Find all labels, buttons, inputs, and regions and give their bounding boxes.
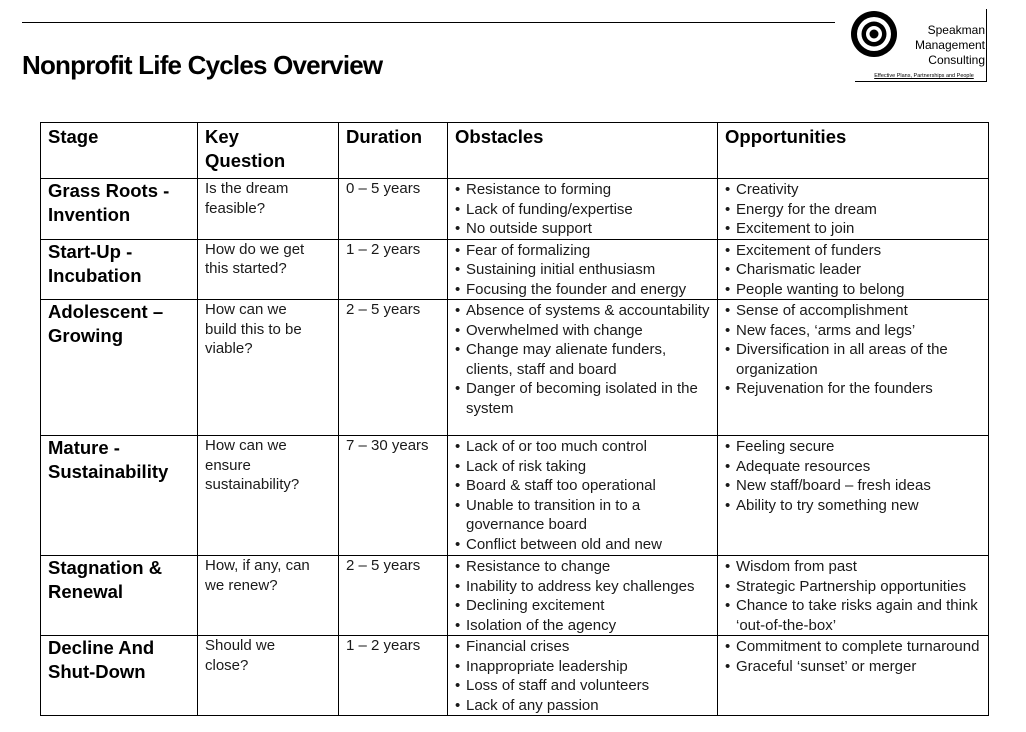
obstacle-item: • Lack of any passion <box>455 696 713 716</box>
stage-name-line: Incubation <box>48 264 142 286</box>
obstacles-cell <box>448 179 718 240</box>
stage-cell <box>41 239 198 300</box>
key-question-cell <box>198 556 339 636</box>
opportunitie-item: • Graceful ‘sunset’ or merger <box>725 657 984 677</box>
opportunitie-item: • Strategic Partnership opportunities <box>725 577 984 597</box>
stage-name-line: Sustainability <box>48 461 169 482</box>
opportunitie-item: • Excitement of funders <box>725 241 984 261</box>
duration-cell: 2 – 5 years <box>339 300 448 436</box>
obstacle-item: • Overwhelmed with change <box>455 321 713 341</box>
opportunitie-item: • New staff/board – fresh ideas <box>725 476 984 496</box>
logo-name-line: Management <box>914 38 985 52</box>
opportunitie-item: • Charismatic leader <box>725 260 984 280</box>
obstacle-item: • Focusing the founder and energy <box>455 280 713 300</box>
opportunities-cell <box>718 436 989 556</box>
obstacle-item: • Resistance to forming <box>455 180 713 200</box>
top-divider <box>22 22 835 23</box>
stage-name-line: Grass Roots - <box>48 180 170 201</box>
obstacles-cell <box>448 556 718 636</box>
key-question-cell <box>198 239 339 300</box>
obstacle-item: • Board & staff too operational <box>455 476 713 496</box>
obstacle-item: • Lack of or too much control <box>455 437 713 457</box>
obstacle-item: • Loss of staff and volunteers <box>455 676 713 696</box>
duration-cell: 1 – 2 years <box>339 239 448 300</box>
opportunitie-item: • Diversification in all areas of the organization <box>725 340 984 379</box>
stage-name-line: Invention <box>48 204 131 225</box>
obstacles-list <box>455 179 713 239</box>
key-question-cell <box>198 436 339 556</box>
stage-name-line: Growing <box>48 325 124 346</box>
opportunitie-item: • Creativity <box>725 180 984 200</box>
stage-name-line: Mature - <box>48 437 120 458</box>
key-question-line: build this to be <box>205 320 302 338</box>
key-question-line: How, if any, can <box>205 557 310 574</box>
key-question-line: Is the dream <box>205 180 289 197</box>
key-question-line: ensure <box>205 456 251 474</box>
key-question-line: How can we <box>205 301 287 318</box>
obstacles-cell <box>448 300 718 436</box>
opportunitie-item: • New faces, ‘arms and legs’ <box>725 321 984 341</box>
header-stage: Stage <box>41 123 198 179</box>
opportunities-cell <box>718 179 989 240</box>
obstacle-item: • Fear of formalizing <box>455 241 713 261</box>
logo-name-line: Speakman <box>927 23 985 37</box>
obstacle-item: • Lack of funding/expertise <box>455 200 713 220</box>
header-opportunities: Opportunities <box>718 123 989 179</box>
opportunities-list <box>725 556 984 635</box>
obstacles-cell <box>448 636 718 716</box>
obstacle-item: • Inability to address key challenges <box>455 577 713 597</box>
opportunitie-item: • Sense of accomplishment <box>725 301 984 321</box>
obstacle-item: • Financial crises <box>455 637 713 657</box>
key-question-line: feasible? <box>205 199 266 217</box>
opportunities-cell <box>718 300 989 436</box>
obstacles-list <box>455 300 713 418</box>
key-question-line: Should we <box>205 637 276 654</box>
opportunities-cell <box>718 556 989 636</box>
logo-name-line: Consulting <box>928 53 985 67</box>
obstacle-item: • Conflict between old and new <box>455 535 713 555</box>
opportunities-list <box>725 179 984 239</box>
opportunitie-item: • Rejuvenation for the founders <box>725 379 984 399</box>
obstacle-item: • Lack of risk taking <box>455 457 713 477</box>
obstacles-list <box>455 240 713 300</box>
duration-cell: 1 – 2 years <box>339 636 448 716</box>
header-duration: Duration <box>339 123 448 179</box>
key-question-cell <box>198 179 339 240</box>
life-cycles-table <box>40 122 989 716</box>
key-question-line: close? <box>205 656 249 674</box>
obstacle-item: • Change may alienate funders, clients, staff and board <box>455 340 713 379</box>
stage-name-line: Decline And <box>48 637 155 658</box>
duration-cell: 2 – 5 years <box>339 556 448 636</box>
opportunities-list <box>725 240 984 300</box>
logo-company-name <box>899 23 985 68</box>
header-key-question-line: Question <box>205 150 286 171</box>
opportunitie-item: • People wanting to belong <box>725 280 984 300</box>
duration-cell: 7 – 30 years <box>339 436 448 556</box>
page-title: Nonprofit Life Cycles Overview <box>22 50 383 80</box>
opportunitie-item: • Wisdom from past <box>725 557 984 577</box>
stage-cell <box>41 636 198 716</box>
table-row <box>41 179 989 240</box>
stage-cell <box>41 179 198 240</box>
stage-name-line: Renewal <box>48 581 124 602</box>
obstacle-item: • Isolation of the agency <box>455 616 713 636</box>
opportunities-list <box>725 636 984 676</box>
logo-tagline: Effective Plans, Partnerships and People <box>874 73 974 79</box>
stage-cell <box>41 556 198 636</box>
table-row <box>41 300 989 436</box>
key-question-line: How can we <box>205 437 287 454</box>
obstacle-item: • Danger of becoming isolated in the system <box>455 379 713 418</box>
opportunitie-item: • Excitement to join <box>725 219 984 239</box>
opportunities-list <box>725 436 984 515</box>
table-row <box>41 556 989 636</box>
opportunities-cell <box>718 636 989 716</box>
key-question-line: viable? <box>205 340 253 357</box>
key-question-line: we renew? <box>205 576 278 594</box>
obstacle-item: • Resistance to change <box>455 557 713 577</box>
stage-cell <box>41 300 198 436</box>
header-obstacles: Obstacles <box>448 123 718 179</box>
key-question-cell <box>198 636 339 716</box>
target-icon <box>850 10 898 58</box>
table-row <box>41 239 989 300</box>
opportunitie-item: • Ability to try something new <box>725 496 984 516</box>
opportunitie-item: • Commitment to complete turnaround <box>725 637 984 657</box>
header-key-question <box>198 123 339 179</box>
header-key-question-line: Key <box>205 126 239 147</box>
key-question-line: How do we get <box>205 240 305 258</box>
company-logo <box>850 9 987 82</box>
key-question-cell <box>198 300 339 436</box>
opportunities-list <box>725 300 984 399</box>
obstacles-cell <box>448 239 718 300</box>
opportunitie-item: • Feeling secure <box>725 437 984 457</box>
obstacles-cell <box>448 436 718 556</box>
obstacle-item: • Absence of systems & accountability <box>455 301 713 321</box>
key-question-line: sustainability? <box>205 476 300 493</box>
opportunitie-item: • Adequate resources <box>725 457 984 477</box>
obstacle-item: • Inappropriate leadership <box>455 657 713 677</box>
obstacles-list <box>455 436 713 554</box>
duration-cell: 0 – 5 years <box>339 179 448 240</box>
stage-name-line: Stagnation & <box>48 557 163 578</box>
opportunitie-item: • Energy for the dream <box>725 200 984 220</box>
stage-name-line: Adolescent – <box>48 301 164 322</box>
opportunities-cell <box>718 239 989 300</box>
stage-name-line: Shut-Down <box>48 661 146 682</box>
obstacle-item: • Unable to transition in to a governance board <box>455 496 713 535</box>
stage-name-line: Start-Up - <box>48 240 133 262</box>
obstacle-item: • Sustaining initial enthusiasm <box>455 260 713 280</box>
table-row <box>41 436 989 556</box>
obstacles-list <box>455 556 713 635</box>
table-row <box>41 636 989 716</box>
key-question-line: this started? <box>205 260 287 277</box>
stage-cell <box>41 436 198 556</box>
obstacle-item: • No outside support <box>455 219 713 239</box>
header-row <box>41 123 989 179</box>
obstacles-list <box>455 636 713 715</box>
opportunitie-item: • Chance to take risks again and think ‘out-of-the-box’ <box>725 596 984 635</box>
obstacle-item: • Declining excitement <box>455 596 713 616</box>
